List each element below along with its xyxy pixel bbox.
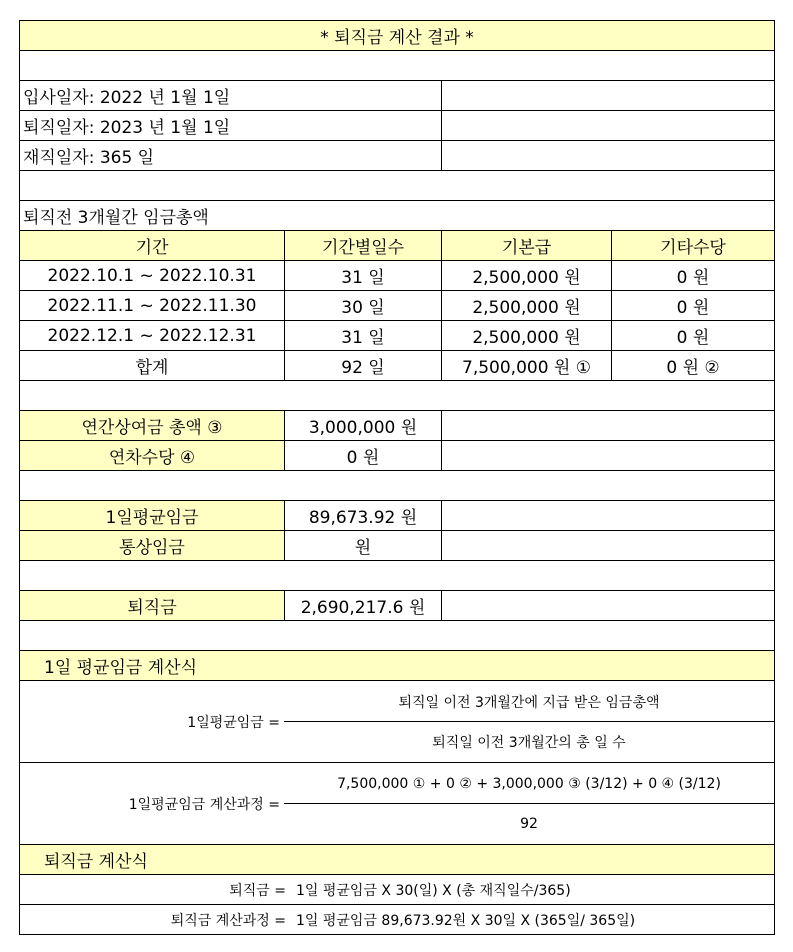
cell-base-pay: 2,500,000 원 bbox=[441, 291, 611, 320]
wages-header-row bbox=[19, 230, 775, 260]
empty-cell bbox=[441, 141, 774, 170]
hire-date-row bbox=[19, 80, 775, 110]
total-label: 합계 bbox=[135, 358, 169, 378]
empty-cell bbox=[441, 441, 774, 470]
total-days: 92 일 bbox=[284, 351, 441, 380]
cell-allowance: 0 원 bbox=[611, 291, 774, 320]
cell-period: 2022.12.1 ~ 2022.12.31 bbox=[47, 325, 257, 346]
spacer-row bbox=[19, 470, 775, 500]
fraction-line bbox=[284, 803, 774, 804]
sev-formula-value: 1일 평균임금 X 30(일) X (총 재직일수/365) bbox=[296, 882, 571, 899]
avg-process-label: 1일평균임금 계산과정 = bbox=[128, 796, 280, 813]
spacer-row bbox=[19, 380, 775, 410]
table-row bbox=[19, 290, 775, 320]
avg-process-row bbox=[19, 762, 775, 844]
avg-wage-value: 89,673.92 원 bbox=[284, 501, 441, 530]
spacer-row bbox=[19, 170, 775, 200]
ordinary-wage-row bbox=[19, 530, 775, 560]
sev-process-row bbox=[19, 904, 775, 935]
cell-allowance: 0 원 bbox=[611, 321, 774, 350]
avg-process-denominator: 92 bbox=[520, 816, 538, 832]
sev-formula-row bbox=[19, 874, 775, 904]
empty-cell bbox=[441, 111, 774, 140]
empty-cell bbox=[441, 531, 774, 560]
retire-date-text: 퇴직일자: 2023 년 1월 1일 bbox=[23, 118, 231, 138]
severance-row bbox=[19, 590, 775, 620]
avg-formula-numerator: 퇴직일 이전 3개월간에 지급 받은 임금총액 bbox=[398, 695, 660, 711]
cell-days: 30 일 bbox=[284, 291, 441, 320]
empty-cell bbox=[441, 81, 774, 110]
empty-cell bbox=[441, 411, 774, 440]
wages-section-title: 퇴직전 3개월간 임금총액 bbox=[23, 208, 209, 228]
total-base-pay: 7,500,000 원 ① bbox=[441, 351, 611, 380]
avg-formula-title-row bbox=[19, 650, 775, 680]
tenure-text: 재직일자: 365 일 bbox=[23, 148, 155, 168]
sev-formula-title: 퇴직금 계산식 bbox=[44, 852, 148, 872]
cell-base-pay: 2,500,000 원 bbox=[441, 261, 611, 290]
total-allowance: 0 원 ② bbox=[611, 351, 774, 380]
bonus-label: 연간상여금 총액 ③ bbox=[20, 411, 284, 440]
avg-wage-row bbox=[19, 500, 775, 530]
spacer-row bbox=[19, 560, 775, 590]
leave-value: 0 원 bbox=[284, 441, 441, 470]
table-row bbox=[19, 320, 775, 350]
avg-formula-denominator: 퇴직일 이전 3개월간의 총 일 수 bbox=[432, 735, 626, 751]
spacer-row bbox=[19, 50, 775, 80]
sev-process-label: 퇴직금 계산과정 = bbox=[170, 912, 286, 929]
leave-label: 연차수당 ④ bbox=[20, 441, 284, 470]
cell-days: 31 일 bbox=[284, 321, 441, 350]
severance-value: 2,690,217.6 원 bbox=[284, 591, 441, 620]
leave-row bbox=[19, 440, 775, 470]
bonus-value: 3,000,000 원 bbox=[284, 411, 441, 440]
avg-formula-title: 1일 평균임금 계산식 bbox=[44, 658, 197, 678]
fraction-line bbox=[284, 721, 774, 722]
avg-formula-row bbox=[19, 680, 775, 762]
sev-process-value: 1일 평균임금 89,673.92원 X 30일 X (365일/ 365일) bbox=[296, 912, 636, 929]
hire-date-text: 입사일자: 2022 년 1월 1일 bbox=[23, 88, 231, 108]
severance-label: 퇴직금 bbox=[20, 591, 284, 620]
wages-section-row bbox=[19, 200, 775, 230]
avg-process-numerator: 7,500,000 ① + 0 ② + 3,000,000 ③ (3/12) + 0 ④ (3/12) bbox=[337, 776, 721, 792]
cell-period: 2022.11.1 ~ 2022.11.30 bbox=[47, 295, 257, 316]
header-base-pay: 기본급 bbox=[441, 231, 611, 260]
bonus-row bbox=[19, 410, 775, 440]
tenure-row bbox=[19, 140, 775, 170]
page-title: * 퇴직금 계산 결과 * bbox=[320, 28, 474, 48]
avg-formula-label: 1일평균임금 = bbox=[187, 714, 280, 731]
cell-days: 31 일 bbox=[284, 261, 441, 290]
cell-allowance: 0 원 bbox=[611, 261, 774, 290]
cell-period: 2022.10.1 ~ 2022.10.31 bbox=[47, 265, 257, 286]
header-days: 기간별일수 bbox=[284, 231, 441, 260]
empty-cell bbox=[441, 591, 774, 620]
table-row bbox=[19, 260, 775, 290]
sev-formula-title-row bbox=[19, 844, 775, 874]
ordinary-wage-value: 원 bbox=[284, 531, 441, 560]
retire-date-row bbox=[19, 110, 775, 140]
cell-base-pay: 2,500,000 원 bbox=[441, 321, 611, 350]
empty-cell bbox=[441, 501, 774, 530]
ordinary-wage-label: 통상임금 bbox=[20, 531, 284, 560]
header-period: 기간 bbox=[20, 231, 284, 260]
header-allowance: 기타수당 bbox=[611, 231, 774, 260]
spacer-row bbox=[19, 620, 775, 650]
title-row bbox=[19, 20, 775, 50]
sev-formula-label: 퇴직금 = bbox=[229, 882, 286, 899]
total-row bbox=[19, 350, 775, 380]
avg-wage-label: 1일평균임금 bbox=[20, 501, 284, 530]
